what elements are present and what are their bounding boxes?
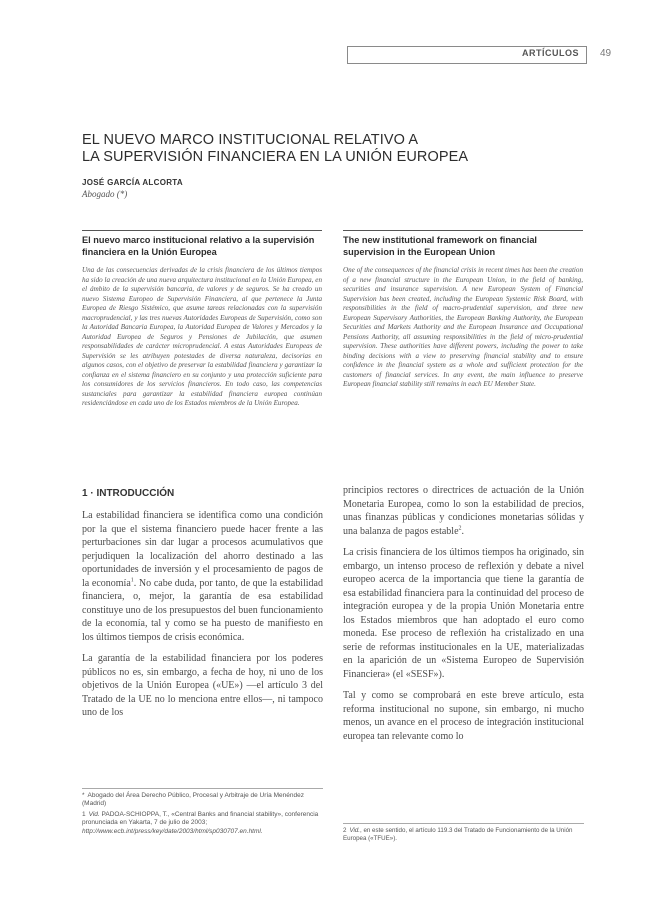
author-role: Abogado (*) bbox=[82, 189, 128, 199]
footnote-mark: 2 bbox=[343, 827, 347, 834]
footnote-vid: Vid. bbox=[349, 827, 361, 834]
footnote-text: Abogado del Área Derecho Público, Procesal y Arbitraje de Uría Menéndez (Madrid) bbox=[82, 792, 304, 808]
abstract-divider bbox=[343, 230, 583, 231]
paragraph bbox=[343, 484, 584, 538]
abstract-spanish bbox=[82, 230, 322, 409]
paragraph: La crisis financiera de los últimos tiempos ha originado, sin embargo, un intenso proceso de reflexión y debate a nivel europeo acerca de la importancia que tiene la garantía de esa estabilidad financiera para la continuidad del proceso de integración europea y de la propia Unión Monetaria entre los Estados miembros que han adoptado el euro como moneda. Ese proceso de reflexión ha cristalizado en una serie de reformas institucionales en la UE, materializadas en la aparición de un «Sistema Europeo de Supervisión Financiera» (el «SESF»). bbox=[343, 547, 584, 680]
abstract-text: Una de las consecuencias derivadas de la crisis financiera de los últimos tiempos ha sido la creación de una nueva arquitectura institucional en la Unión Europea, en el ámbito de la supervisión bancaria, de valores y de seguros. Se ha creado un nuevo Sistema Europeo de Supervisión Financiera, al que pertenece la Junta Europea de Riesgo Sistémico, que asume tareas relacionadas con la supervisión macroprudencial, y las tres nuevas Autoridades Europeas de Supervisión, como son la Autoridad Bancaria Europea, la Autoridad Europea de Valores y Mercados y la Autoridad Europea de Seguros y Pensiones de Jubilación, que asumen responsabilidades de carácter microprudencial. A estas Autoridades Europeas de Supervisión se les atribuyen potestades de diversa naturaleza, decisorias en algunos casos, con el objetivo de preservar la estabilidad financiera y garantizar la confianza en el sistema financiero en su conjunto y una protección suficiente para los consumidores de los servicios financieros. En todo caso, las competencias sustanciales para garantizar la estabilidad financiera europea continúan residenciándose en cada uno de los Estados miembros de la Unión Europea. bbox=[82, 266, 322, 407]
footnotes-right bbox=[343, 823, 584, 846]
footnote-vid: Vid. bbox=[88, 810, 100, 818]
abstract-heading: El nuevo marco institucional relativo a la supervisión financiera en la Unión Europea bbox=[82, 235, 315, 257]
abstract-text: One of the consequences of the financial crisis in recent times has been the creation of a new financial structure in the European Union, in the field of banking, securities and insurance supervision. A new European System of Financial Supervision has been created, including the European Systemic Risk Board, with responsibilities in the field of macro-prudential supervision, and three new European Supervisory Authorities, the European Banking Authority, the European Securities and Markets Authority and the European Insurance and Occupational Pensions Authority, all assuming responsibilities in the field of micro-prudential supervision. These authorities have different powers, including the power to take binding decisions with a view to preserving financial stability and to ensure confidence in the financial system as a whole and sufficient protection for the customers of financial services. In any event, the main influence to preserve European financial stability still remains in each EU Member State. bbox=[343, 266, 583, 388]
footnote-ref[interactable]: 1 bbox=[130, 577, 134, 584]
footnote bbox=[343, 827, 584, 844]
section-label: ARTÍCULOS bbox=[522, 48, 579, 58]
body-column-left bbox=[82, 509, 323, 728]
footnote-divider bbox=[82, 788, 323, 789]
footnote-mark: 1 bbox=[82, 810, 86, 818]
footnote-text: , en este sentido, el artículo 119.3 del Tratado de Funcionamiento de la Unión Europea («TFUE»). bbox=[343, 827, 573, 843]
footnote-ref[interactable]: 2 bbox=[458, 525, 462, 532]
paragraph: Tal y como se comprobará en este breve artículo, esta reforma institucional no supone, sin embargo, ni mucho menos, un avance en el proceso de integración institucional europea tan relevante como lo bbox=[343, 690, 584, 742]
paragraph-text: . bbox=[461, 525, 465, 537]
article-title-line1: EL NUEVO MARCO INSTITUCIONAL RELATIVO A bbox=[82, 132, 419, 148]
abstract-heading: The new institutional framework on financial supervision in the European Union bbox=[343, 235, 537, 257]
paragraph: La garantía de la estabilidad financiera por los poderes públicos no es, sin embargo, a fecha de hoy, ni uno de los objetivos de la Unión Europea («UE») —el artículo 3 del Tratado de la UE no lo menciona entre ellos—, ni tampoco uno de los bbox=[82, 653, 323, 718]
footnote bbox=[82, 792, 323, 809]
paragraph-text: . No cabe duda, por tanto, de que la estabilidad financiera, o, mejor, la garantía de esa estabilidad constituye uno de los presupuestos del buen funcionamiento de la economía, tal y como se ha puesto de manifiesto en los últimos tiempos de crisis económica. bbox=[82, 577, 323, 643]
page-number: 49 bbox=[600, 48, 612, 59]
article-title-line2: LA SUPERVISIÓN FINANCIERA EN LA UNIÓN EUROPEA bbox=[82, 149, 469, 165]
footnote-text: PADOA-SCHIOPPA, T., «Central Banks and financial stability», conferencia pronunciada en Yakarta, 7 de julio de 2003; bbox=[82, 810, 319, 827]
footnote-link[interactable]: http://www.ecb.int/press/key/date/2003/html/sp030707.en.html. bbox=[82, 827, 263, 835]
author-name: JOSÉ GARCÍA ALCORTA bbox=[82, 178, 183, 187]
footnote-divider bbox=[343, 823, 584, 824]
paragraph-text: principios rectores o directrices de actuación de la Unión Monetaria Europea, como lo son la estabilidad de precios, unas finanzas públicas y condiciones monetarias sólidas y una balanza de pagos estable bbox=[343, 485, 584, 537]
paragraph bbox=[82, 509, 323, 644]
footnotes-left bbox=[82, 788, 323, 838]
footnote bbox=[82, 811, 323, 836]
abstract-english bbox=[343, 230, 583, 390]
abstract-divider bbox=[82, 230, 322, 231]
section-heading: 1 · INTRODUCCIÓN bbox=[82, 488, 175, 499]
body-column-right bbox=[343, 484, 584, 751]
footnote-mark: * bbox=[82, 792, 85, 799]
paragraph-text: La estabilidad financiera se identifica como una condición por la que el sistema financiero puede hacer frente a las perturbaciones sin dar lugar a procesos acumulativos que perjudiquen la localización del ahorro destinado a las oportunidades de inversión y el procesamiento de pagos de la economía bbox=[82, 510, 323, 589]
article-title bbox=[82, 132, 562, 166]
